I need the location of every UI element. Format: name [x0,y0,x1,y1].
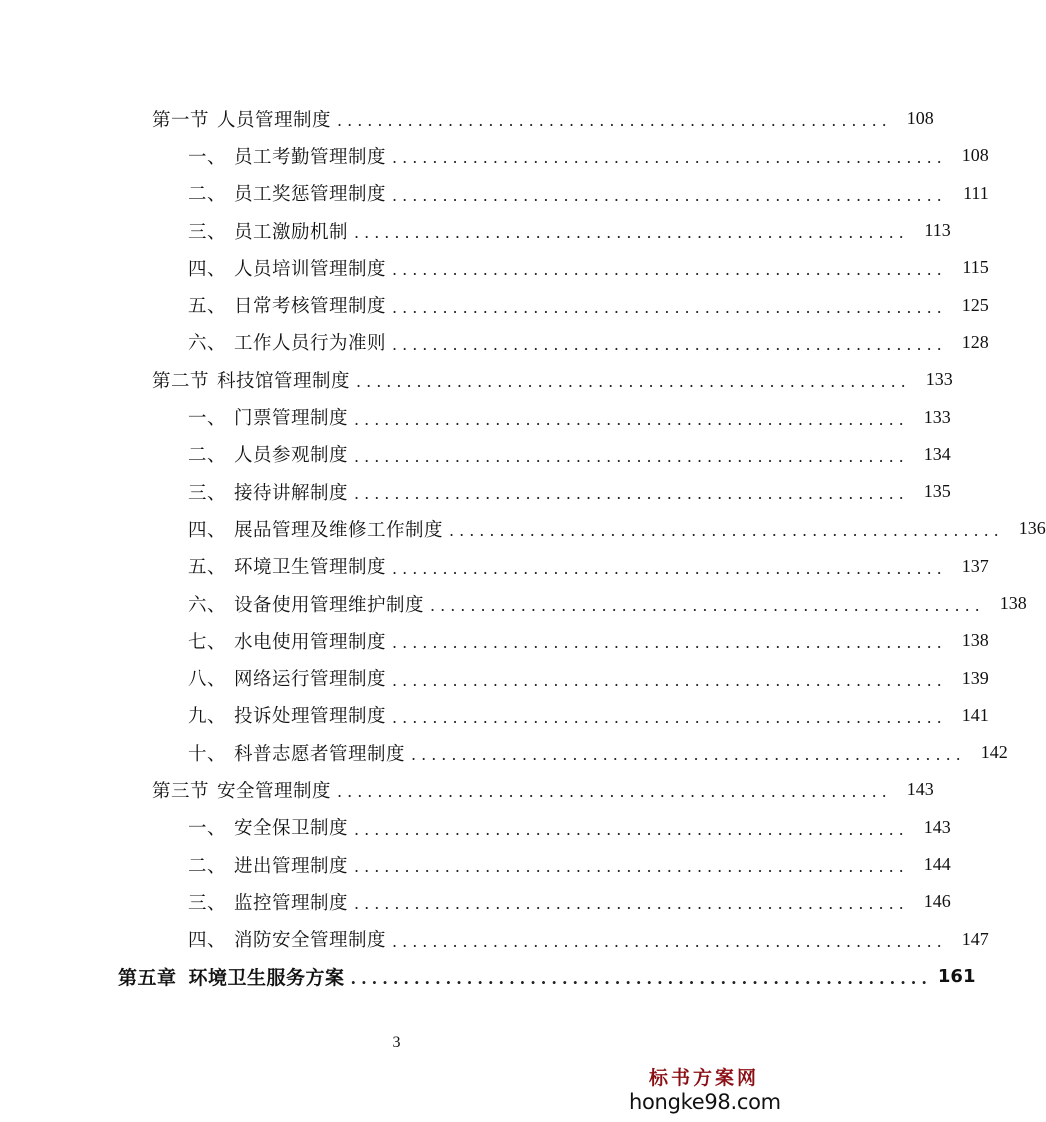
toc-entry-number: 一、 [188,146,227,168]
toc-entry-label [152,106,331,132]
toc-entry-title: 环境卫生服务方案 [188,966,345,989]
toc-entry-label [188,665,386,691]
toc-entry-number: 四、 [188,258,227,280]
page-number: 3 [392,1034,401,1051]
toc-leader-dots: ....................................................... [356,372,911,392]
toc-entry-page: 111 [963,182,989,203]
toc-entry-title: 消防安全管理制度 [234,930,387,952]
toc-entry-title: 进出管理制度 [234,855,349,877]
toc-entry-item[interactable] [0,249,989,286]
toc-entry-title: 工作人员行为准则 [234,333,387,355]
toc-entry-title: 员工奖惩管理制度 [234,184,387,206]
toc-entry-label [188,292,386,318]
toc-entry-item[interactable] [0,697,989,734]
toc-entry-page: 125 [961,294,989,315]
toc-entry-number: 四、 [188,930,227,952]
toc-entry-item[interactable] [0,585,1027,622]
toc-entry-number: 二、 [188,855,227,877]
toc-entry-label [188,926,386,952]
toc-leader-dots: ....................................................... [354,894,909,914]
toc-entry-item[interactable] [0,436,951,473]
toc-entry-title: 投诉处理管理制度 [234,706,387,728]
toc-entry-title: 员工激励机制 [234,221,349,243]
toc-entry-page: 147 [961,928,989,949]
toc-entry-title: 科技馆管理制度 [217,370,351,392]
toc-entry-item[interactable] [0,809,951,846]
toc-leader-dots: ....................................................... [411,745,966,765]
toc-entry-page: 139 [961,667,989,688]
toc-entry-title: 水电使用管理制度 [234,631,387,653]
toc-entry-page: 143 [906,779,934,800]
toc-entry-page: 115 [962,257,989,278]
toc-entry-item[interactable] [0,510,1046,547]
toc-entry-label [118,963,345,990]
toc-entry-label [152,367,350,393]
toc-entry-section[interactable] [0,100,934,137]
toc-leader-dots: ....................................................... [354,857,909,877]
toc-entry-label [188,479,348,505]
toc-entry-title: 科普志愿者管理制度 [234,743,406,765]
toc-entry-label [188,852,348,878]
toc-entry-item[interactable] [0,324,989,361]
toc-entry-number: 二、 [188,184,227,206]
toc-leader-dots: ....................................................... [354,819,909,839]
toc-leader-dots: ....................................................... [392,670,947,690]
toc-entry-page: 142 [980,742,1008,763]
toc-entry-label [188,889,348,915]
toc-entry-section[interactable] [0,771,934,808]
toc-leader-dots: ....................................................... [354,446,909,466]
toc-entry-title: 门票管理制度 [234,408,349,430]
toc-entry-label [188,740,405,766]
toc-entry-title: 人员培训管理制度 [234,258,387,280]
toc-entry-number: 六、 [188,333,227,355]
toc-entry-title: 展品管理及维修工作制度 [234,519,444,541]
toc-entry-label [188,814,348,840]
toc-entry-title: 安全管理制度 [217,780,332,802]
toc-entry-title: 环境卫生管理制度 [234,557,387,579]
toc-entry-label [152,777,331,803]
toc-entry-chapter[interactable] [0,958,976,995]
toc-entry-title: 接待讲解制度 [234,482,349,504]
toc-entry-item[interactable] [0,548,989,585]
toc-entry-label [188,553,386,579]
site-watermark [629,1063,779,1114]
toc-entry-page: 141 [961,704,989,725]
toc-entry-number: 三、 [188,482,227,504]
toc-entry-item[interactable] [0,212,951,249]
toc-leader-dots: ....................................................... [337,782,892,802]
toc-entry-page: 134 [923,443,951,464]
toc-entry-item[interactable] [0,473,951,510]
toc-entry-page: 108 [961,145,989,166]
toc-entry-page: 144 [923,854,951,875]
toc-entry-section[interactable] [0,361,953,398]
toc-entry-number: 七、 [188,631,227,653]
toc-entry-item[interactable] [0,883,951,920]
toc-entry-title: 网络运行管理制度 [234,669,387,691]
toc-entry-title: 人员参观制度 [234,445,349,467]
toc-entry-page: 138 [999,593,1027,613]
toc-leader-dots: ....................................................... [392,707,947,727]
toc-entry-title: 安全保卫制度 [234,818,349,840]
toc-entry-number: 三、 [188,892,227,914]
toc-entry-item[interactable] [0,398,951,435]
watermark-brand: 标书方案网 [648,1067,759,1089]
toc-leader-dots: ....................................................... [430,596,985,615]
toc-entry-page: 133 [923,406,951,427]
toc-entry-number: 六、 [188,594,227,616]
toc-entry-number: 一、 [188,408,227,430]
table-of-contents [0,100,1046,995]
toc-entry-number: 三、 [188,221,227,243]
toc-entry-label [188,143,386,169]
toc-entry-page: 108 [906,108,934,129]
toc-entry-label [188,516,443,542]
toc-entry-item[interactable] [0,734,1008,771]
toc-entry-label [188,591,424,617]
toc-entry-page: 133 [925,369,953,390]
toc-entry-label [188,329,386,355]
toc-entry-number: 九、 [188,706,227,728]
toc-leader-dots: ....................................................... [392,334,947,354]
toc-entry-label [188,180,386,206]
toc-leader-dots: ....................................................... [354,223,909,243]
toc-entry-number: 四、 [188,519,227,541]
toc-entry-number: 五、 [188,296,227,318]
toc-leader-dots: ....................................................... [449,521,1004,541]
toc-entry-number: 二、 [188,445,227,467]
toc-entry-label [188,702,386,728]
toc-leader-dots: ....................................................... [392,185,947,205]
toc-entry-page: 137 [961,555,989,576]
toc-entry-number: 十、 [188,743,227,765]
toc-entry-title: 日常考核管理制度 [234,296,387,318]
toc-entry-number: 第一节 [152,109,210,131]
toc-entry-label [188,628,386,654]
toc-entry-title: 员工考勤管理制度 [234,146,387,168]
toc-leader-dots: ....................................................... [354,409,909,429]
toc-leader-dots: ....................................................... [392,931,947,951]
toc-entry-page: 135 [923,481,951,502]
toc-leader-dots: ....................................................... [392,148,947,168]
toc-entry-label [188,404,348,430]
toc-leader-dots: ....................................................... [350,968,932,988]
toc-entry-title: 监控管理制度 [234,892,349,914]
toc-entry-item[interactable] [0,175,989,212]
toc-entry-number: 五、 [188,557,227,579]
toc-entry-label [188,218,348,244]
toc-entry-item[interactable] [0,286,989,323]
toc-entry-number: 第二节 [152,370,210,392]
toc-entry-page: 136 [1018,518,1046,539]
toc-entry-item[interactable] [0,921,989,958]
toc-entry-number: 八、 [188,669,227,691]
toc-leader-dots: ....................................................... [354,484,909,504]
toc-entry-title: 设备使用管理维护制度 [234,594,425,616]
toc-leader-dots: ....................................................... [392,558,947,578]
toc-entry-number: 第三节 [152,780,210,802]
toc-leader-dots: ....................................................... [337,111,892,131]
toc-entry-item[interactable] [0,137,989,174]
toc-entry-item[interactable] [0,622,989,659]
toc-entry-title: 人员管理制度 [217,109,332,131]
toc-entry-number: 第五章 [118,966,177,989]
toc-entry-item[interactable] [0,659,989,696]
toc-entry-page: 113 [924,220,951,241]
toc-entry-label [188,255,386,281]
toc-entry-number: 一、 [188,818,227,840]
watermark-url: hongke98.com [629,1090,781,1114]
toc-entry-page: 161 [937,965,976,987]
toc-entry-page: 128 [961,331,989,352]
toc-entry-page: 138 [961,630,989,651]
toc-leader-dots: ....................................................... [392,260,947,280]
toc-entry-label [188,441,348,467]
toc-entry-item[interactable] [0,846,951,883]
toc-entry-page: 146 [923,891,951,912]
toc-leader-dots: ....................................................... [392,297,947,317]
toc-leader-dots: ....................................................... [392,633,947,653]
toc-entry-page: 143 [923,816,951,837]
